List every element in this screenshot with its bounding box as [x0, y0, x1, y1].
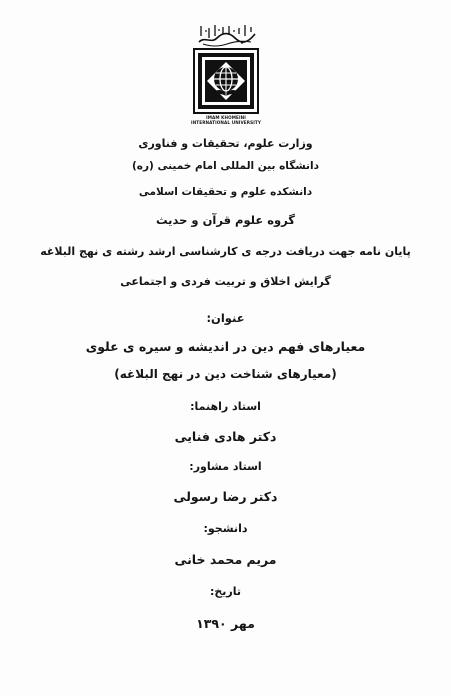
logo-caption-line1: IMAM KHOMEINI — [206, 115, 246, 120]
university-name: دانشگاه بین المللی امام خمینی (ره) — [132, 160, 319, 172]
degree-statement: پایان نامه جهت دریافت درجه ی کارشناسی ارشد رشته ی نهج البلاغه — [40, 245, 411, 258]
ministry-name: وزارت علوم، تحقیقات و فناوری — [138, 137, 313, 150]
logo-caption-line2: INTERNATIONAL UNIVERSITY — [191, 120, 261, 125]
student-label: دانشجو: — [203, 522, 248, 535]
university-logo — [185, 22, 267, 134]
logo-calligraphy-icon — [195, 22, 259, 48]
date-label: تاریخ: — [209, 585, 242, 598]
thesis-track: گرایش اخلاق و تربیت فردی و اجتماعی — [120, 275, 331, 288]
thesis-subtitle: (معیارهای شناخت دین در نهج البلاغه) — [114, 367, 337, 381]
student-name: مریم محمد خانی — [174, 552, 277, 567]
advisor-name: دکتر رضا رسولی — [173, 489, 278, 504]
supervisor-name: دکتر هادی فنایی — [174, 429, 277, 444]
supervisor-label: استاد راهنما: — [190, 400, 261, 413]
university-emblem-icon — [193, 48, 259, 114]
logo-caption — [185, 115, 267, 125]
faculty-name: دانشکده علوم و تحقیقات اسلامی — [138, 186, 313, 198]
title-label: عنوان: — [206, 311, 245, 325]
thesis-title: معیارهای فهم دین در اندیشه و سیره ی علوی — [85, 339, 366, 354]
advisor-label: استاد مشاور: — [189, 460, 262, 473]
department-name: گروه علوم قرآن و حدیث — [156, 213, 295, 227]
date-value: مهر ۱۳۹۰ — [196, 616, 255, 631]
